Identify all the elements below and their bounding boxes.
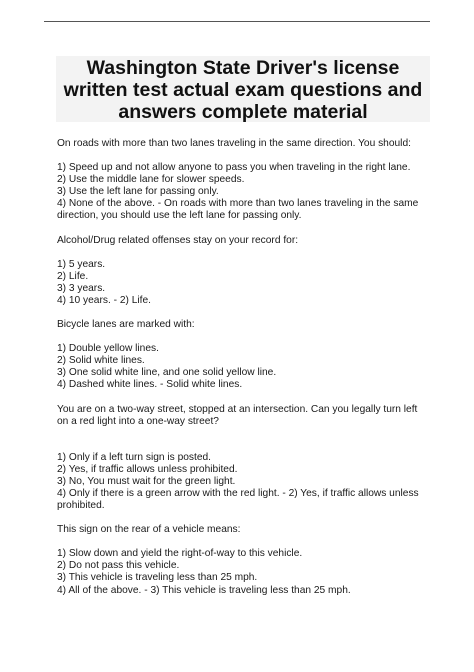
answer-options <box>57 548 429 596</box>
answer-options <box>57 259 429 307</box>
answer-option: 3) One solid white line, and one solid yellow line. <box>57 367 277 379</box>
answer-option: 2) Solid white lines. <box>57 355 145 367</box>
answer-option: 1) Double yellow lines. <box>57 343 159 355</box>
document-body <box>57 138 429 609</box>
answer-option: 4) None of the above. - On roads with more than two lanes traveling in the same direction, you should use the left lane for passing only. <box>57 198 419 222</box>
answer-option: 1) Only if a left turn sign is posted. <box>57 451 212 463</box>
question-block <box>57 235 429 307</box>
answer-option: 3) This vehicle is traveling less than 25 mph. <box>57 572 258 584</box>
question-block <box>57 404 429 513</box>
answer-option: 1) 5 years. <box>57 258 106 270</box>
answer-option: 4) Only if there is a green arrow with the red light. - 2) Yes, if traffic allows unless prohibited. <box>57 487 419 512</box>
answer-options <box>57 452 429 512</box>
answer-options <box>57 162 429 222</box>
question-text: Alcohol/Drug related offenses stay on your record for: <box>57 234 299 246</box>
question-text: This sign on the rear of a vehicle means: <box>57 524 241 536</box>
answer-option: 2) Do not pass this vehicle. <box>57 560 180 572</box>
answer-option: 2) Life. <box>57 270 89 282</box>
question-block <box>57 524 429 596</box>
answer-option: 2) Use the middle lane for slower speeds. <box>57 174 245 186</box>
answer-options <box>57 343 429 391</box>
answer-option: 4) Dashed white lines. - Solid white lines. <box>57 379 243 391</box>
answer-option: 4) 10 years. - 2) Life. <box>57 294 151 306</box>
answer-option: 3) 3 years. <box>57 282 106 294</box>
answer-option: 2) Yes, if traffic allows unless prohibited. <box>57 463 238 475</box>
question-text: Bicycle lanes are marked with: <box>57 319 195 331</box>
question-text: On roads with more than two lanes traveling in the same direction. You should: <box>57 138 411 149</box>
answer-option: 4) All of the above. - 3) This vehicle is traveling less than 25 mph. <box>57 584 351 596</box>
answer-option: 1) Slow down and yield the right-of-way to this vehicle. <box>57 548 303 560</box>
blank-line <box>57 440 429 452</box>
question-block <box>57 138 429 223</box>
answer-option: 3) No, You must wait for the green light. <box>57 475 236 487</box>
top-divider <box>44 21 430 22</box>
document-title: Washington State Driver's license written test actual exam questions and answers complete material <box>63 57 423 123</box>
question-text: You are on a two-way street, stopped at an intersection. Can you legally turn left on a red light into a one-way street? <box>57 403 418 427</box>
answer-option: 3) Use the left lane for passing only. <box>57 186 219 198</box>
question-block <box>57 319 429 391</box>
answer-option: 1) Speed up and not allow anyone to pass you when traveling in the right lane. <box>57 162 411 174</box>
